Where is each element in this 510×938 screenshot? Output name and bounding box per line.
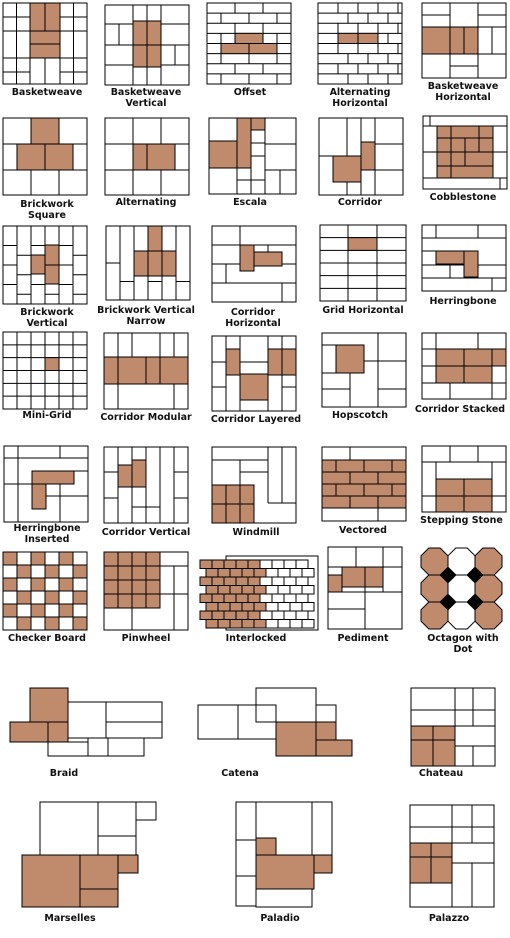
octagon-tile <box>448 548 475 575</box>
accent-tile <box>436 349 464 366</box>
label-interlocked: Interlocked <box>225 633 287 644</box>
windmill-diagram <box>212 447 296 523</box>
accent-tile <box>254 620 266 629</box>
tile <box>73 578 87 591</box>
accent-tile <box>436 366 464 383</box>
corridor-stacked-diagram <box>422 333 506 399</box>
octagon-tile <box>448 575 475 602</box>
brickwork-vertical-diagram <box>3 226 87 304</box>
accent-tile <box>80 855 118 889</box>
offset-diagram <box>207 3 291 84</box>
corridor-diagram <box>319 118 403 195</box>
octagon-tile <box>421 602 448 629</box>
escala-diagram <box>209 118 296 194</box>
tile <box>278 603 290 612</box>
tile <box>59 617 73 630</box>
tile <box>302 603 314 612</box>
tile <box>73 604 87 617</box>
accent-tile <box>80 889 118 907</box>
tile <box>296 594 308 603</box>
tile <box>45 578 59 591</box>
tile <box>3 591 17 604</box>
octagon-tile <box>421 548 448 575</box>
accent-tile <box>148 251 162 276</box>
tile <box>260 594 272 603</box>
accent-tile <box>206 603 218 612</box>
accent-tile <box>230 603 242 612</box>
tile <box>260 560 272 569</box>
tile <box>302 620 314 629</box>
accent-tile <box>212 577 224 586</box>
accent-tile <box>492 349 506 366</box>
alternating-diagram <box>105 118 189 195</box>
tile <box>45 552 59 565</box>
accent-tile <box>3 604 17 617</box>
tile <box>284 560 296 569</box>
label-brickwork-vertical: Brickwork Vertical <box>20 307 74 329</box>
tile <box>296 577 308 586</box>
tile <box>88 738 108 756</box>
accent-tile <box>162 251 176 276</box>
accent-tile <box>31 255 45 274</box>
tile <box>290 620 302 629</box>
tile <box>3 565 17 578</box>
label-corridor-stacked: Corridor Stacked <box>414 404 506 415</box>
hopscotch-diagram <box>322 333 406 407</box>
tile <box>296 560 308 569</box>
vectored-diagram <box>322 447 406 521</box>
tile <box>312 802 332 858</box>
label-alternating: Alternating <box>115 197 177 208</box>
catena-diagram <box>198 688 352 756</box>
accent-tile <box>224 611 236 620</box>
basketweave-horizontal-diagram <box>422 3 506 78</box>
accent-tile <box>248 577 260 586</box>
tile <box>106 702 162 722</box>
chateau-diagram <box>411 688 495 766</box>
accent-tile <box>276 722 316 756</box>
tile <box>98 802 136 836</box>
tile <box>278 620 290 629</box>
accent-tile <box>242 569 254 578</box>
tile <box>3 617 17 630</box>
accent-tile <box>254 586 266 595</box>
marselles-diagram <box>22 802 156 907</box>
tile <box>278 569 290 578</box>
accent-tile <box>249 44 277 54</box>
accent-tile <box>17 565 31 578</box>
accent-tile <box>226 349 240 375</box>
label-windmill: Windmill <box>232 527 280 538</box>
tile <box>98 836 136 855</box>
accent-tile <box>314 855 332 873</box>
label-pinwheel: Pinwheel <box>121 633 171 644</box>
tile <box>272 594 284 603</box>
pinwheel-diagram <box>104 552 188 630</box>
accent-tile <box>73 617 87 630</box>
accent-tile <box>209 141 237 168</box>
accent-tile <box>73 591 87 604</box>
label-octagon-with-dot: Octagon with Dot <box>427 633 499 655</box>
accent-tile <box>236 594 248 603</box>
accent-tile <box>361 142 375 170</box>
tile <box>266 620 278 629</box>
accent-tile <box>236 611 248 620</box>
accent-tile <box>206 569 218 578</box>
brickwork-vertical-narrow-diagram <box>106 226 190 300</box>
accent-tile <box>30 688 68 722</box>
label-offset: Offset <box>233 87 267 98</box>
accent-tile <box>200 611 212 620</box>
tile <box>266 603 278 612</box>
label-basketweave: Basketweave <box>11 87 83 98</box>
accent-tile <box>17 144 45 170</box>
tile <box>17 604 31 617</box>
accent-tile <box>254 569 266 578</box>
paladio-diagram <box>236 802 332 907</box>
tile <box>284 594 296 603</box>
accent-tile <box>237 118 251 168</box>
accent-tile <box>240 245 254 271</box>
herringbone-diagram <box>422 225 506 291</box>
accent-tile <box>224 560 236 569</box>
accent-tile <box>336 345 364 373</box>
accent-tile <box>240 374 268 400</box>
label-vectored: Vectored <box>339 525 387 536</box>
tile <box>108 738 144 756</box>
cobblestone-diagram <box>423 116 507 189</box>
tile <box>290 603 302 612</box>
label-pediment: Pediment <box>337 633 389 644</box>
accent-tile <box>200 560 212 569</box>
label-mini-grid: Mini-Grid <box>22 410 72 421</box>
label-cobblestone: Cobblestone <box>429 192 497 203</box>
tile <box>290 569 302 578</box>
herringbone-inserted-diagram <box>4 446 88 522</box>
accent-tile <box>45 358 59 371</box>
accent-tile <box>59 552 73 565</box>
accent-tile <box>464 349 492 366</box>
accent-tile <box>132 460 146 487</box>
accent-tile <box>200 594 212 603</box>
label-grid-horizontal: Grid Horizontal <box>322 305 404 316</box>
accent-tile <box>230 586 242 595</box>
octagon-tile <box>448 602 475 629</box>
tile <box>68 702 106 738</box>
accent-tile <box>242 586 254 595</box>
accent-tile <box>59 604 73 617</box>
accent-tile <box>218 620 230 629</box>
accent-tile <box>200 577 212 586</box>
tile <box>256 889 312 907</box>
corridor-horizontal-diagram <box>212 226 296 302</box>
tile <box>296 611 308 620</box>
accent-tile <box>348 238 377 251</box>
basketweave-vertical-diagram <box>105 5 189 85</box>
label-corridor: Corridor <box>337 197 383 208</box>
label-herringbone-inserted: Herringbone Inserted <box>13 523 81 545</box>
tile <box>45 604 59 617</box>
accent-tile <box>268 349 282 375</box>
grid-horizontal-diagram <box>320 225 406 301</box>
accent-tile <box>282 349 296 375</box>
tile <box>31 591 45 604</box>
accent-tile <box>31 604 45 617</box>
tile <box>106 722 162 738</box>
tile <box>31 617 45 630</box>
accent-tile <box>45 617 59 630</box>
label-catena: Catena <box>221 768 259 779</box>
brickwork-square-diagram <box>3 118 87 195</box>
tile <box>260 611 272 620</box>
accent-tile <box>32 471 74 484</box>
accent-tile <box>342 567 365 587</box>
tile <box>73 552 87 565</box>
label-chateau: Chateau <box>418 768 464 779</box>
braid-diagram <box>10 688 162 756</box>
tile <box>272 577 284 586</box>
label-brickwork-vertical-narrow: Brickwork Vertical Narrow <box>97 305 195 327</box>
tile <box>236 840 256 876</box>
label-palazzo: Palazzo <box>428 913 470 924</box>
pediment-diagram <box>328 547 402 629</box>
accent-tile <box>147 144 175 170</box>
label-corridor-layered: Corridor Layered <box>210 414 302 425</box>
label-corridor-modular: Corridor Modular <box>100 412 192 423</box>
label-corridor-horizontal: Corridor Horizontal <box>225 307 281 329</box>
accent-tile <box>45 565 59 578</box>
label-basketweave-horizontal: Basketweave Horizontal <box>427 81 499 103</box>
label-herringbone: Herringbone <box>429 296 497 307</box>
tile <box>302 569 314 578</box>
label-brickwork-square: Brickwork Square <box>20 199 74 221</box>
accent-tile <box>31 552 45 565</box>
accent-tile <box>464 366 492 383</box>
tile <box>290 586 302 595</box>
accent-tile <box>31 118 59 144</box>
label-marselles: Marselles <box>44 913 96 924</box>
accent-tile <box>31 578 45 591</box>
accent-tile <box>206 586 218 595</box>
accent-tile <box>212 560 224 569</box>
tile <box>266 586 278 595</box>
tile <box>48 742 88 756</box>
tile <box>198 705 238 739</box>
checker-board-diagram <box>3 552 87 630</box>
accent-tile <box>242 603 254 612</box>
basketweave-diagram <box>3 3 87 84</box>
palazzo-diagram <box>410 805 494 907</box>
tile <box>284 611 296 620</box>
tile <box>59 565 73 578</box>
accent-tile <box>212 611 224 620</box>
accent-tile <box>236 577 248 586</box>
accent-tile <box>316 740 352 756</box>
tile <box>17 578 31 591</box>
accent-tile <box>365 567 383 587</box>
accent-tile <box>256 855 314 889</box>
label-hopscotch: Hopscotch <box>331 410 389 421</box>
octagon-tile <box>421 575 448 602</box>
corridor-modular-diagram <box>104 333 188 409</box>
accent-tile <box>235 33 263 43</box>
accent-tile <box>17 591 31 604</box>
accent-tile <box>32 484 46 509</box>
octagon-tile <box>475 575 502 602</box>
label-checker-board: Checker Board <box>8 633 86 644</box>
label-stepping-stone: Stepping Stone <box>420 515 503 526</box>
tile <box>256 705 276 722</box>
tile <box>284 577 296 586</box>
accent-tile <box>148 226 162 251</box>
accent-tile <box>464 251 478 277</box>
accent-tile <box>248 611 260 620</box>
accent-tile <box>48 722 68 742</box>
accent-tile <box>218 569 230 578</box>
tile <box>236 802 256 840</box>
accent-tile <box>212 594 224 603</box>
tile <box>136 802 156 820</box>
interlocked-diagram <box>200 556 318 630</box>
corridor-vertical-diagram <box>104 447 188 523</box>
accent-tile <box>118 855 138 873</box>
accent-tile <box>316 722 336 740</box>
tile <box>266 569 278 578</box>
tile <box>302 586 314 595</box>
accent-tile <box>73 565 87 578</box>
alternating-horizontal-diagram <box>318 3 402 84</box>
accent-tile <box>230 569 242 578</box>
accent-tile <box>230 620 242 629</box>
accent-tile <box>59 578 73 591</box>
label-paladio: Paladio <box>260 913 300 924</box>
label-basketweave-vertical: Basketweave Vertical <box>110 87 182 109</box>
accent-tile <box>22 855 80 907</box>
accent-tile <box>248 594 260 603</box>
octagon-with-dot-diagram <box>421 548 502 629</box>
accent-tile <box>45 144 73 170</box>
tile <box>278 586 290 595</box>
accent-tile <box>251 118 265 130</box>
accent-tile <box>328 575 342 592</box>
tile <box>17 552 31 565</box>
accent-tile <box>333 156 361 182</box>
accent-tile <box>45 591 59 604</box>
tile <box>40 802 98 858</box>
label-alternating-horizontal: Alternating Horizontal <box>329 87 391 109</box>
octagon-tile <box>475 602 502 629</box>
tile <box>59 591 73 604</box>
tile <box>272 611 284 620</box>
tile <box>31 565 45 578</box>
label-escala: Escala <box>233 197 267 208</box>
accent-tile <box>242 620 254 629</box>
accent-tile <box>221 44 249 54</box>
tile <box>236 876 256 906</box>
accent-tile <box>254 252 282 266</box>
accent-tile <box>248 560 260 569</box>
accent-tile <box>218 603 230 612</box>
label-corridor-vertical: Corridor Vertical <box>101 527 191 538</box>
accent-tile <box>236 560 248 569</box>
label-braid: Braid <box>49 768 79 779</box>
accent-tile <box>218 586 230 595</box>
accent-tile <box>3 578 17 591</box>
tile <box>316 705 336 722</box>
corridor-layered-diagram <box>212 336 296 411</box>
accent-tile <box>206 620 218 629</box>
accent-tile <box>224 577 236 586</box>
tile <box>272 560 284 569</box>
stepping-stone-diagram <box>422 446 506 512</box>
accent-tile <box>17 617 31 630</box>
accent-tile <box>224 594 236 603</box>
accent-tile <box>254 603 266 612</box>
accent-tile <box>10 722 48 742</box>
octagon-tile <box>475 548 502 575</box>
tile <box>260 577 272 586</box>
mini-grid-diagram <box>3 332 87 409</box>
accent-tile <box>3 552 17 565</box>
